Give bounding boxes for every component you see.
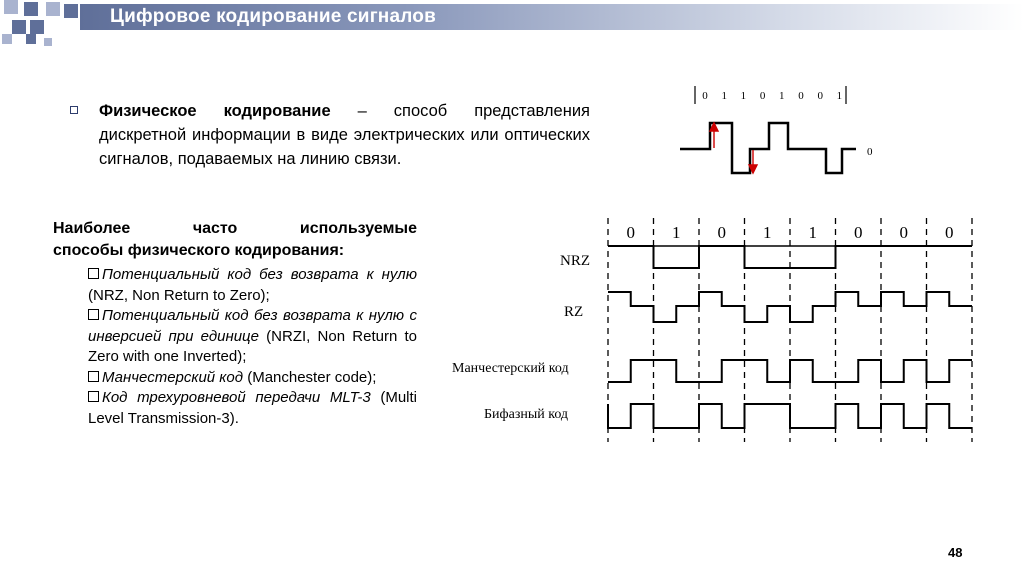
decor-square (26, 34, 36, 44)
decor-square (2, 34, 12, 44)
decor-square (46, 2, 60, 16)
item-detail: (NRZI, Non Return to Zero with one Inverted); (88, 327, 417, 365)
checkbox-icon (88, 391, 99, 402)
decor-square (24, 2, 38, 16)
item-name: Потенциальный код без возврата к нулю с инверсией при единице (88, 307, 417, 345)
heading-line2: способы физического кодирования: (53, 242, 345, 259)
checkbox-icon (88, 309, 99, 320)
bit-label: 1 (808, 223, 817, 242)
item-detail: (Manchester code); (243, 368, 377, 386)
bit-label: 0 (899, 223, 908, 242)
item-detail: (Multi Level Transmission-3). (88, 389, 417, 427)
methods-list (88, 265, 417, 429)
item-name: Манчестерский код (102, 368, 244, 386)
heading-word: часто (192, 220, 238, 237)
item-name: Потенциальный код без возврата к нулю (102, 266, 417, 283)
intro-text (99, 99, 590, 171)
bit-label: 0 (945, 223, 954, 242)
square-bullet-icon (70, 106, 78, 114)
biphase-waveform (608, 404, 972, 428)
decor-square (64, 4, 78, 18)
intro-definition: – способ представления дискретной информации в виде электрических или оптических сигналов, подаваемых на линию связи. (99, 102, 590, 168)
title-bar (0, 0, 1024, 40)
row-label-manchester: Манчестерский код (452, 361, 569, 376)
intro-term: Физическое кодирование (99, 102, 331, 120)
decor-square (44, 38, 52, 46)
decor-square (4, 0, 18, 14)
intro-paragraph (70, 99, 590, 171)
bit-label: 1 (763, 223, 772, 242)
row-label-biphase: Бифазный код (484, 407, 569, 422)
list-item (88, 368, 417, 389)
decor-square (30, 20, 44, 34)
small-bit-label: 0 (759, 90, 766, 102)
decor-square (12, 20, 26, 34)
slide-title: Цифровое кодирование сигналов (110, 6, 436, 27)
small-bit-label: 0 (702, 90, 708, 102)
checkbox-icon (88, 371, 99, 382)
zero-level-label: 0 (867, 146, 873, 158)
methods-heading (53, 218, 417, 262)
row-label-nrz: NRZ (560, 253, 590, 269)
page-number: 48 (948, 545, 963, 560)
bit-label: 0 (717, 223, 726, 242)
row-label-rz: RZ (564, 304, 584, 320)
bit-label: 0 (626, 223, 635, 242)
list-item (88, 306, 417, 368)
encoding-diagram (440, 210, 980, 450)
heading-word: используемые (299, 220, 417, 237)
heading-word: Наиболее (53, 220, 131, 237)
small-signal-diagram (670, 82, 885, 182)
small-bit-label: 1 (740, 90, 747, 102)
small-bit-label: 1 (779, 90, 785, 102)
bit-label: 1 (672, 223, 681, 242)
bit-label: 0 (854, 223, 863, 242)
small-bit-label: 1 (721, 90, 727, 102)
small-bit-label: 1 (836, 90, 843, 102)
list-item (88, 388, 417, 429)
manchester-waveform (608, 360, 972, 382)
small-bit-label: 0 (817, 90, 823, 102)
small-bit-label: 0 (798, 90, 804, 102)
item-detail: (NRZ, Non Return to Zero); (88, 286, 270, 304)
checkbox-icon (88, 268, 99, 279)
item-name: Код трехуровневой передачи MLT-3 (102, 389, 371, 406)
list-item (88, 265, 417, 306)
